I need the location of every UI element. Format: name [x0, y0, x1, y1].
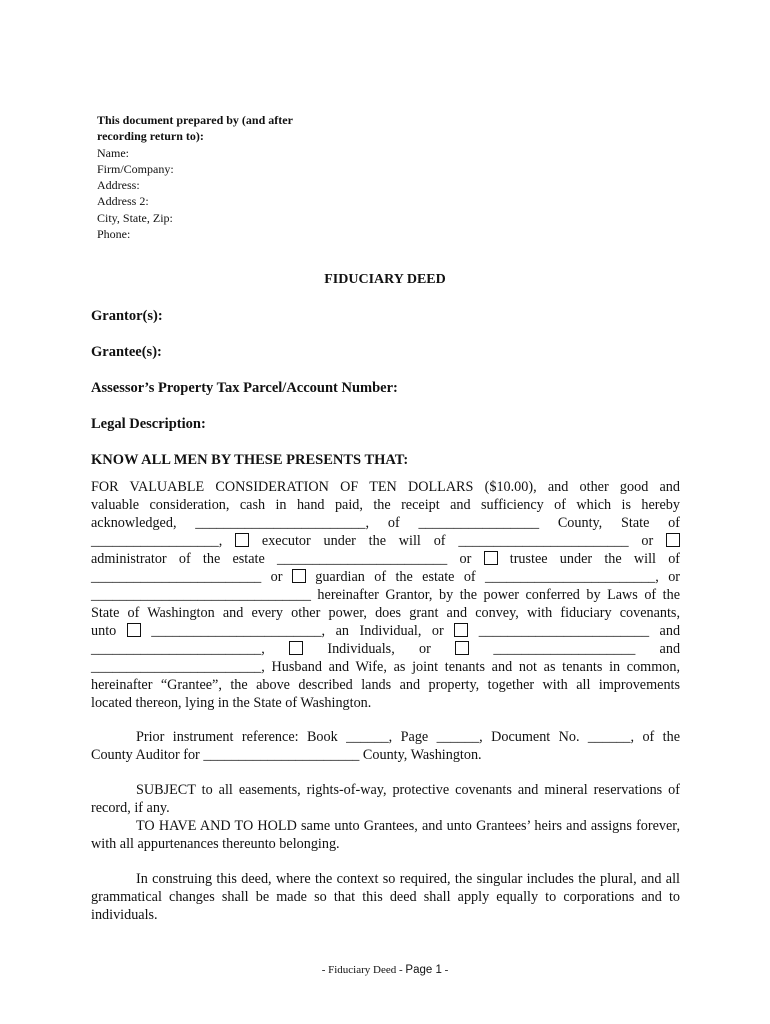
- parcel-number-heading: Assessor’s Property Tax Parcel/Account Number:: [91, 380, 398, 396]
- body-line: [91, 622, 680, 640]
- body-line: _______________________________ hereinafter Grantor, by the power conferred by Laws of the: [91, 587, 680, 603]
- guardian-checkbox[interactable]: [292, 569, 306, 583]
- footer-suffix: -: [441, 964, 449, 976]
- prior-instrument-paragraph: [91, 728, 680, 764]
- subject-paragraph: SUBJECT to all easements, rights-of-way, protective covenants and mineral reservations of record, if any.: [91, 782, 680, 816]
- body-line: State of Washington and every other power, does grant and convey, with fiduciary covenants,: [91, 605, 680, 621]
- trustee-checkbox[interactable]: [484, 551, 498, 565]
- body-line: hereinafter “Grantee”, the above described lands and property, together with all improvements: [91, 677, 680, 693]
- executor-checkbox[interactable]: [235, 533, 249, 547]
- administrator-checkbox[interactable]: [666, 533, 680, 547]
- executor-text: executor under the will of ________________________ or: [261, 533, 654, 549]
- body-line: [91, 568, 680, 586]
- individual-text: ________________________, an Individual, or: [151, 623, 444, 639]
- prior-line: Prior instrument reference: Book ______, Page ______, Document No. ______, of the: [136, 729, 680, 745]
- blank-text: ________________________,: [91, 641, 265, 657]
- know-all-men-heading: KNOW ALL MEN BY THESE PRESENTS THAT:: [91, 452, 409, 468]
- preparer-heading-line1: This document prepared by (and after: [97, 113, 293, 127]
- second-grantee-text: ________________________ and: [478, 623, 681, 639]
- guardian-text: guardian of the estate of ________________________, or: [315, 569, 681, 585]
- blank-text: __________________,: [91, 533, 223, 549]
- preparer-block: [97, 112, 293, 242]
- body-line: [91, 550, 680, 568]
- body-line: ________________________, Husband and Wife, as joint tenants and not as tenants in common,: [91, 659, 680, 675]
- body-line: located thereon, lying in the State of Washington.: [91, 695, 372, 711]
- body-line: [91, 532, 680, 550]
- construing-paragraph: In construing this deed, where the context so required, the singular includes the plural, and all grammatical changes shall be made so that this deed shall apply equally to corporations and to individuals.: [91, 871, 680, 923]
- preparer-address-label: Address:: [97, 178, 140, 193]
- body-line: [91, 640, 680, 658]
- husband-wife-blank-text: ____________________ and: [493, 641, 681, 657]
- preparer-address2-label: Address 2:: [97, 194, 149, 209]
- footer-doc-name: - Fiduciary Deed -: [321, 964, 406, 976]
- preparer-city-label: City, State, Zip:: [97, 210, 173, 225]
- grantor-heading: Grantor(s):: [91, 308, 163, 324]
- preparer-phone-label: Phone:: [97, 227, 131, 242]
- individuals-text: Individuals, or: [327, 641, 431, 657]
- individuals-checkbox[interactable]: [289, 641, 303, 655]
- body-line: acknowledged, ________________________, of _________________ County, State of: [91, 515, 680, 531]
- trustee-text: trustee under the will of: [509, 551, 681, 567]
- page-footer: [0, 964, 770, 976]
- body-line: valuable consideration, cash in hand paid, the receipt and sufficiency of which is hereby: [91, 497, 680, 513]
- administrator-text: administrator of the estate ________________________ or: [91, 551, 472, 567]
- grantee-heading: Grantee(s):: [91, 344, 162, 360]
- second-grantee-checkbox[interactable]: [454, 623, 468, 637]
- preparer-heading-line2: recording return to):: [97, 129, 204, 144]
- body-line: FOR VALUABLE CONSIDERATION OF TEN DOLLARS ($10.00), and other good and: [91, 479, 680, 495]
- habendum-paragraph: TO HAVE AND TO HOLD same unto Grantees, and unto Grantees’ heirs and assigns forever, with all appurtenances thereunto belonging.: [91, 818, 680, 852]
- trustee-blank-text: ________________________ or: [91, 569, 283, 585]
- prior-line: County Auditor for ______________________ County, Washington.: [91, 747, 482, 763]
- footer-page-number: Page 1: [405, 964, 442, 976]
- legal-description-heading: Legal Description:: [91, 416, 206, 432]
- unto-text: unto: [91, 623, 117, 639]
- husband-wife-checkbox[interactable]: [455, 641, 469, 655]
- conveyance-paragraph: [91, 478, 680, 712]
- preparer-name-label: Name:: [97, 145, 129, 160]
- individual-checkbox[interactable]: [127, 623, 141, 637]
- preparer-firm-label: Firm/Company:: [97, 161, 174, 176]
- document-title: FIDUCIARY DEED: [324, 272, 446, 287]
